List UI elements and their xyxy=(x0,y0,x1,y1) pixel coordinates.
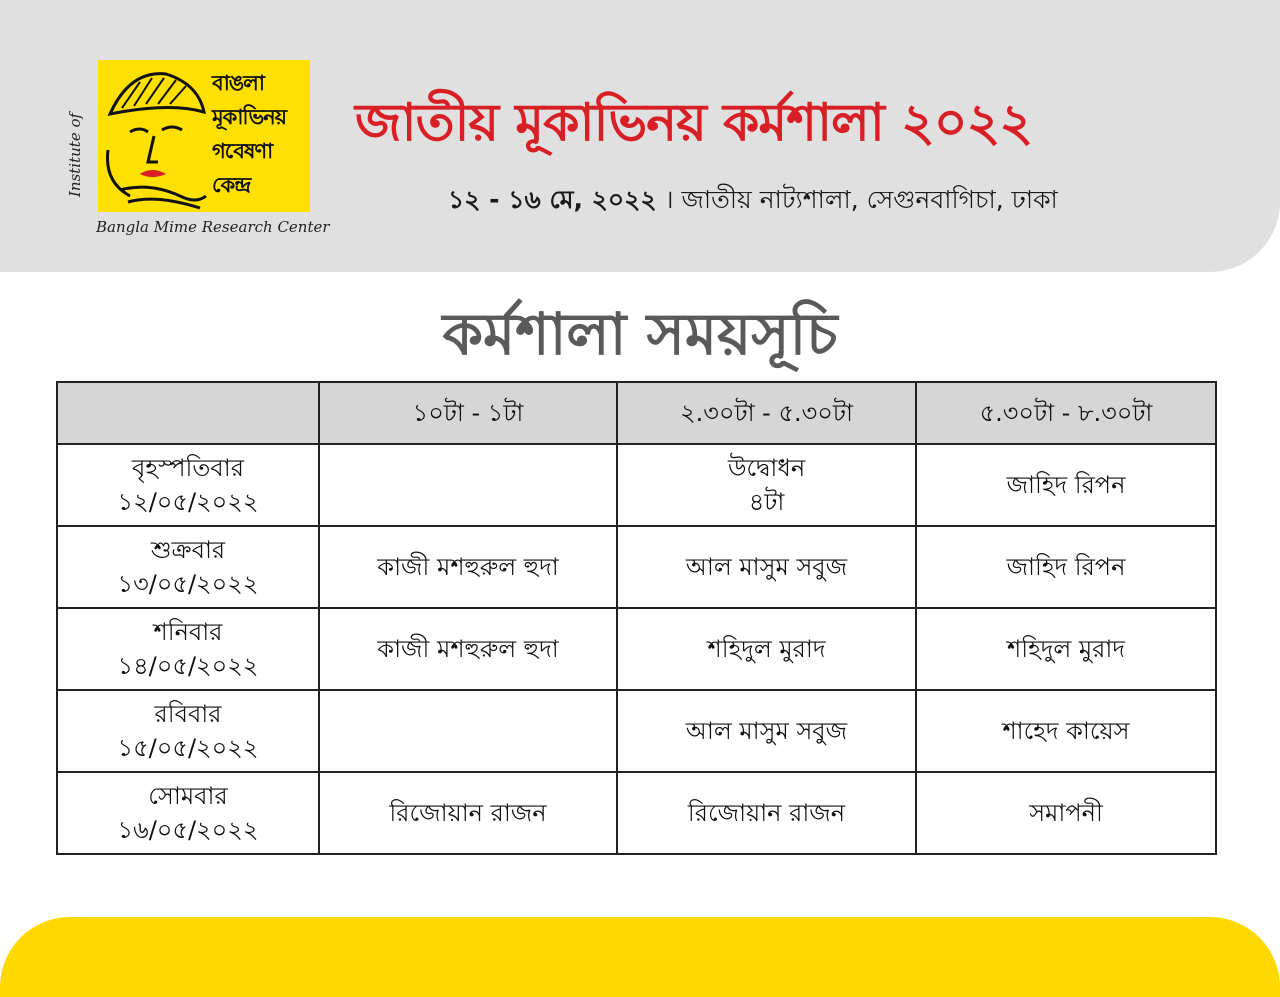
slot-3-cell: সমাপনী xyxy=(916,772,1216,854)
column-header-slot-2: ২.৩০টা - ৫.৩০টা xyxy=(617,382,916,444)
slot-2-cell xyxy=(617,526,916,608)
slot-2-line-1: উদ্বোধন xyxy=(727,454,806,482)
schedule-heading: কর্মশালা সময়সূচি xyxy=(442,300,838,368)
day-cell xyxy=(57,772,319,854)
event-date: ১২ - ১৬ মে, ২০২২ xyxy=(448,185,657,214)
table-header-row xyxy=(57,382,1216,444)
day-date: ১৩/০৫/২০২২ xyxy=(117,570,259,598)
footer-band xyxy=(0,917,1280,997)
slot-2-line-2: ৪টা xyxy=(748,488,785,516)
table-row xyxy=(57,444,1216,526)
slot-1-cell xyxy=(319,444,617,526)
page-title: জাতীয় মূকাভিনয় কর্মশালা ২০২২ xyxy=(355,93,1033,153)
slot-2-line-1: রিজোয়ান রাজন xyxy=(687,799,846,827)
day-date: ১৬/০৫/২০২২ xyxy=(117,816,259,844)
slot-1-cell: রিজোয়ান রাজন xyxy=(319,772,617,854)
column-header-day xyxy=(57,382,319,444)
logo-text xyxy=(212,66,320,202)
day-date: ১২/০৫/২০২২ xyxy=(117,488,259,516)
day-name: বৃহস্পতিবার xyxy=(132,454,244,482)
logo-line: কেন্দ্র xyxy=(212,173,251,197)
day-name: শুক্রবার xyxy=(150,536,226,564)
table-row xyxy=(57,526,1216,608)
day-name: শনিবার xyxy=(153,618,223,646)
slot-2-cell xyxy=(617,690,916,772)
table-row xyxy=(57,690,1216,772)
mime-face-icon xyxy=(100,62,210,212)
day-cell xyxy=(57,444,319,526)
slot-2-line-1: শহিদুল মুরাদ xyxy=(707,635,826,663)
day-date: ১৫/০৫/২০২২ xyxy=(117,734,259,762)
slot-2-line-1: আল মাসুম সবুজ xyxy=(685,553,848,581)
day-date: ১৪/০৫/২০২২ xyxy=(117,652,259,680)
day-cell xyxy=(57,608,319,690)
slot-3-cell: শাহেদ কায়েস xyxy=(916,690,1216,772)
column-header-slot-1: ১০টা - ১টা xyxy=(319,382,617,444)
table-row xyxy=(57,772,1216,854)
slot-1-cell xyxy=(319,690,617,772)
slot-2-cell xyxy=(617,772,916,854)
slot-2-line-1: আল মাসুম সবুজ xyxy=(685,717,848,745)
slot-1-cell: কাজী মশহুরুল হুদা xyxy=(319,526,617,608)
event-info xyxy=(448,180,1128,223)
logo-line: গবেষণা xyxy=(212,139,273,163)
slot-2-cell xyxy=(617,608,916,690)
logo-line: মূকাভিনয় xyxy=(212,105,287,129)
day-name: রবিবার xyxy=(154,700,222,728)
event-separator: । xyxy=(656,185,682,214)
logo-vertical-text: Institute of xyxy=(66,112,84,198)
column-header-slot-3: ৫.৩০টা - ৮.৩০টা xyxy=(916,382,1216,444)
event-venue: জাতীয় নাট্যশালা, সেগুনবাগিচা, ঢাকা xyxy=(681,185,1058,214)
logo-line: বাঙলা xyxy=(212,71,264,95)
day-cell xyxy=(57,526,319,608)
slot-3-cell: জাহিদ রিপন xyxy=(916,526,1216,608)
slot-3-cell: শহিদুল মুরাদ xyxy=(916,608,1216,690)
slot-3-cell: জাহিদ রিপন xyxy=(916,444,1216,526)
slot-1-cell: কাজী মশহুরুল হুদা xyxy=(319,608,617,690)
day-cell xyxy=(57,690,319,772)
schedule-table xyxy=(56,381,1217,855)
table-row xyxy=(57,608,1216,690)
logo-caption: Bangla Mime Research Center xyxy=(96,218,330,236)
day-name: সোমবার xyxy=(148,782,228,810)
slot-2-cell xyxy=(617,444,916,526)
